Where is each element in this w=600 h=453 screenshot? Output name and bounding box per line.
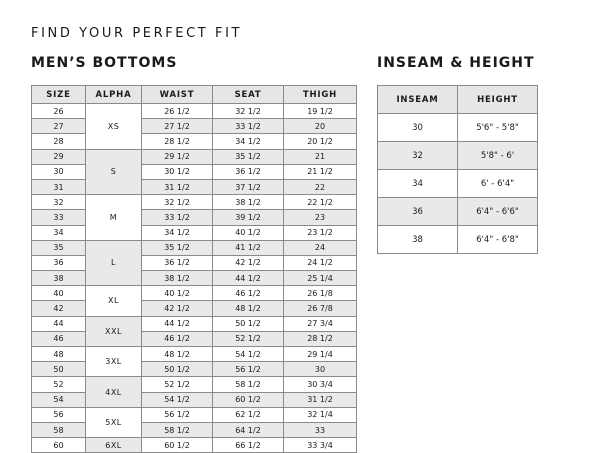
alpha-cell: L: [86, 240, 142, 286]
waist-cell: 38 1/2: [142, 271, 213, 286]
table-row: [378, 198, 538, 226]
waist-cell: 27 1/2: [142, 119, 213, 134]
size-cell: 50: [32, 362, 86, 377]
inseam-cell: 30: [378, 114, 458, 142]
height-cell: 6'4" - 6'6": [458, 198, 538, 226]
waist-cell: 46 1/2: [142, 331, 213, 346]
thigh-cell: 26 1/8: [284, 286, 357, 301]
table-row: [32, 240, 357, 255]
table-row: [378, 114, 538, 142]
table-row: [32, 407, 357, 422]
seat-cell: 40 1/2: [213, 225, 284, 240]
alpha-cell: 4XL: [86, 377, 142, 407]
waist-cell: 56 1/2: [142, 407, 213, 422]
seat-cell: 54 1/2: [213, 347, 284, 362]
table-header-row: [378, 86, 538, 114]
alpha-cell: S: [86, 149, 142, 195]
seat-cell: 60 1/2: [213, 392, 284, 407]
table-row: [32, 134, 357, 149]
seat-cell: 66 1/2: [213, 438, 284, 453]
thigh-cell: 25 1/4: [284, 271, 357, 286]
thigh-cell: 27 3/4: [284, 316, 357, 331]
seat-cell: 52 1/2: [213, 331, 284, 346]
table-row: [32, 104, 357, 119]
waist-cell: 32 1/2: [142, 195, 213, 210]
size-cell: 48: [32, 347, 86, 362]
size-cell: 54: [32, 392, 86, 407]
thigh-cell: 22: [284, 179, 357, 194]
table-row: [32, 210, 357, 225]
column-header-size: SIZE: [32, 86, 86, 104]
alpha-cell: XXL: [86, 316, 142, 346]
inseam-cell: 38: [378, 226, 458, 254]
table-row: [378, 142, 538, 170]
alpha-cell: M: [86, 195, 142, 241]
thigh-cell: 21 1/2: [284, 164, 357, 179]
thigh-cell: 31 1/2: [284, 392, 357, 407]
mens-bottoms-title: MEN’S BOTTOMS: [31, 55, 178, 71]
table-row: [378, 170, 538, 198]
table-row: [32, 347, 357, 362]
mens-bottoms-size-table: [31, 85, 357, 453]
alpha-cell: 6XL: [86, 438, 142, 453]
seat-cell: 62 1/2: [213, 407, 284, 422]
size-cell: 26: [32, 104, 86, 119]
size-cell: 36: [32, 255, 86, 270]
seat-cell: 33 1/2: [213, 119, 284, 134]
thigh-cell: 32 1/4: [284, 407, 357, 422]
size-cell: 52: [32, 377, 86, 392]
waist-cell: 31 1/2: [142, 179, 213, 194]
size-cell: 56: [32, 407, 86, 422]
table-row: [32, 377, 357, 392]
thigh-cell: 24 1/2: [284, 255, 357, 270]
alpha-cell: 3XL: [86, 347, 142, 377]
table-row: [32, 179, 357, 194]
table-row: [32, 301, 357, 316]
column-header-alpha: ALPHA: [86, 86, 142, 104]
seat-cell: 56 1/2: [213, 362, 284, 377]
table-row: [32, 438, 357, 453]
column-header-thigh: THIGH: [284, 86, 357, 104]
seat-cell: 34 1/2: [213, 134, 284, 149]
inseam-cell: 36: [378, 198, 458, 226]
seat-cell: 48 1/2: [213, 301, 284, 316]
seat-cell: 50 1/2: [213, 316, 284, 331]
inseam-cell: 34: [378, 170, 458, 198]
alpha-cell: XL: [86, 286, 142, 316]
alpha-cell: 5XL: [86, 407, 142, 437]
size-cell: 42: [32, 301, 86, 316]
waist-cell: 54 1/2: [142, 392, 213, 407]
height-cell: 6' - 6'4": [458, 170, 538, 198]
waist-cell: 60 1/2: [142, 438, 213, 453]
table-row: [32, 271, 357, 286]
waist-cell: 48 1/2: [142, 347, 213, 362]
column-header-seat: SEAT: [213, 86, 284, 104]
size-cell: 34: [32, 225, 86, 240]
size-cell: 38: [32, 271, 86, 286]
size-cell: 40: [32, 286, 86, 301]
table-row: [378, 226, 538, 254]
table-row: [32, 195, 357, 210]
seat-cell: 32 1/2: [213, 104, 284, 119]
seat-cell: 39 1/2: [213, 210, 284, 225]
thigh-cell: 23 1/2: [284, 225, 357, 240]
page-title: FIND YOUR PERFECT FIT: [31, 26, 243, 41]
inseam-cell: 32: [378, 142, 458, 170]
waist-cell: 50 1/2: [142, 362, 213, 377]
thigh-cell: 24: [284, 240, 357, 255]
waist-cell: 40 1/2: [142, 286, 213, 301]
size-cell: 30: [32, 164, 86, 179]
waist-cell: 52 1/2: [142, 377, 213, 392]
alpha-cell: XS: [86, 104, 142, 150]
height-cell: 6'4" - 6'8": [458, 226, 538, 254]
thigh-cell: 26 7/8: [284, 301, 357, 316]
waist-cell: 44 1/2: [142, 316, 213, 331]
thigh-cell: 23: [284, 210, 357, 225]
waist-cell: 26 1/2: [142, 104, 213, 119]
thigh-cell: 20: [284, 119, 357, 134]
table-row: [32, 225, 357, 240]
seat-cell: 46 1/2: [213, 286, 284, 301]
table-row: [32, 392, 357, 407]
seat-cell: 35 1/2: [213, 149, 284, 164]
height-cell: 5'6" - 5'8": [458, 114, 538, 142]
table-row: [32, 362, 357, 377]
thigh-cell: 29 1/4: [284, 347, 357, 362]
waist-cell: 28 1/2: [142, 134, 213, 149]
size-cell: 31: [32, 179, 86, 194]
size-cell: 35: [32, 240, 86, 255]
waist-cell: 35 1/2: [142, 240, 213, 255]
table-row: [32, 316, 357, 331]
seat-cell: 64 1/2: [213, 422, 284, 437]
waist-cell: 30 1/2: [142, 164, 213, 179]
column-header-waist: WAIST: [142, 86, 213, 104]
table-row: [32, 119, 357, 134]
size-cell: 27: [32, 119, 86, 134]
thigh-cell: 30: [284, 362, 357, 377]
thigh-cell: 28 1/2: [284, 331, 357, 346]
thigh-cell: 33: [284, 422, 357, 437]
table-row: [32, 331, 357, 346]
table-row: [32, 164, 357, 179]
waist-cell: 34 1/2: [142, 225, 213, 240]
seat-cell: 44 1/2: [213, 271, 284, 286]
size-cell: 28: [32, 134, 86, 149]
table-row: [32, 422, 357, 437]
waist-cell: 58 1/2: [142, 422, 213, 437]
size-cell: 44: [32, 316, 86, 331]
thigh-cell: 33 3/4: [284, 438, 357, 453]
inseam-height-title: INSEAM & HEIGHT: [377, 55, 535, 71]
table-row: [32, 286, 357, 301]
seat-cell: 58 1/2: [213, 377, 284, 392]
thigh-cell: 20 1/2: [284, 134, 357, 149]
seat-cell: 36 1/2: [213, 164, 284, 179]
size-cell: 58: [32, 422, 86, 437]
table-header-row: [32, 86, 357, 104]
height-cell: 5'8" - 6': [458, 142, 538, 170]
table-row: [32, 255, 357, 270]
seat-cell: 41 1/2: [213, 240, 284, 255]
thigh-cell: 21: [284, 149, 357, 164]
size-cell: 60: [32, 438, 86, 453]
thigh-cell: 22 1/2: [284, 195, 357, 210]
thigh-cell: 30 3/4: [284, 377, 357, 392]
thigh-cell: 19 1/2: [284, 104, 357, 119]
column-header-inseam: INSEAM: [378, 86, 458, 114]
seat-cell: 42 1/2: [213, 255, 284, 270]
seat-cell: 38 1/2: [213, 195, 284, 210]
size-cell: 33: [32, 210, 86, 225]
waist-cell: 29 1/2: [142, 149, 213, 164]
size-cell: 46: [32, 331, 86, 346]
inseam-height-table: [377, 85, 538, 254]
waist-cell: 33 1/2: [142, 210, 213, 225]
table-row: [32, 149, 357, 164]
size-cell: 32: [32, 195, 86, 210]
column-header-height: HEIGHT: [458, 86, 538, 114]
waist-cell: 36 1/2: [142, 255, 213, 270]
waist-cell: 42 1/2: [142, 301, 213, 316]
size-cell: 29: [32, 149, 86, 164]
seat-cell: 37 1/2: [213, 179, 284, 194]
